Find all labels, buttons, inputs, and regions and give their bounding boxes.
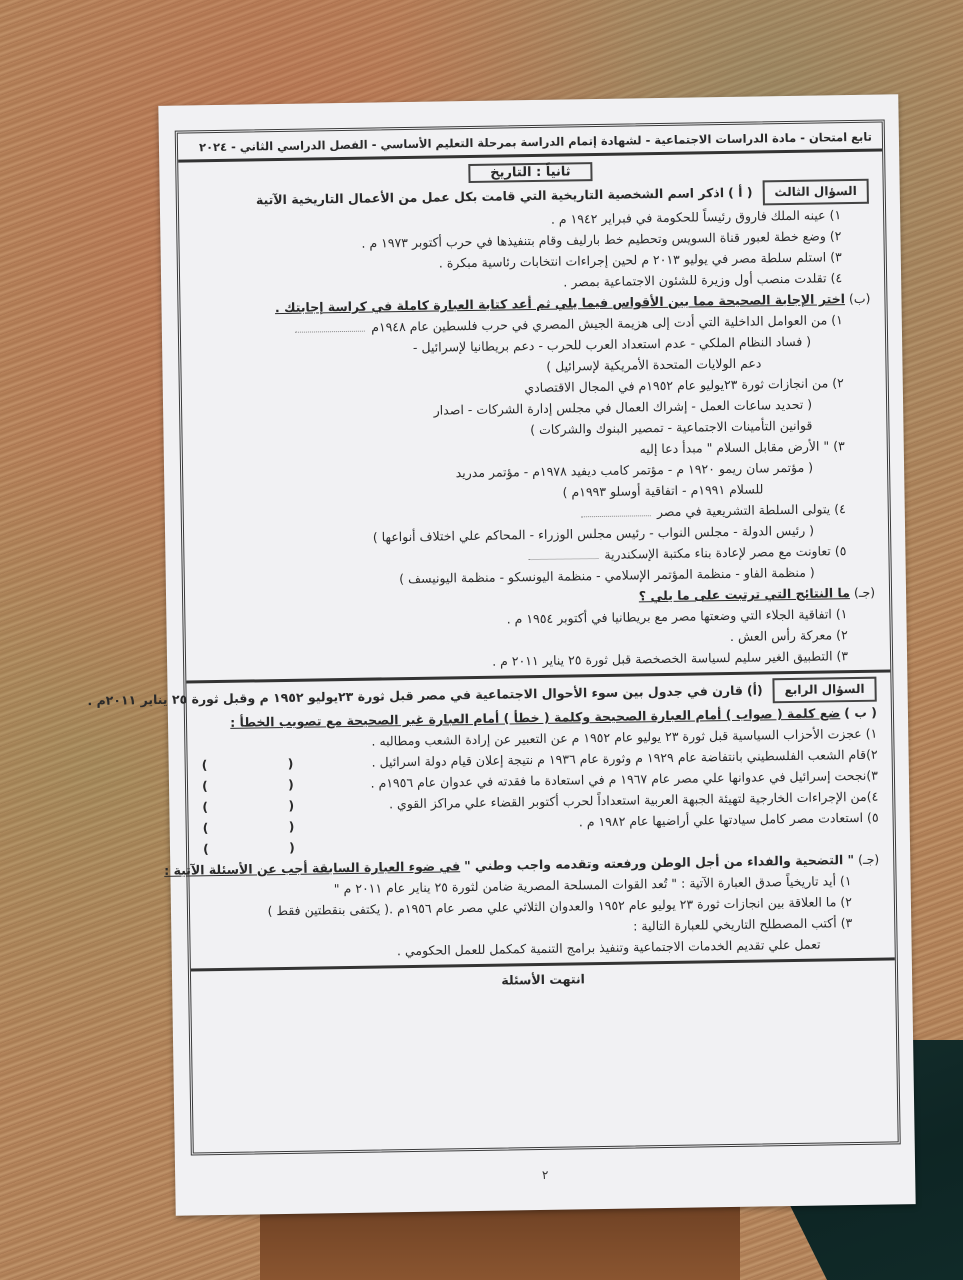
q3-a-prompt: اذكر اسم الشخصية التاريخية التي قامت بكل عمل من الأعمال التاريخية الآتية	[255, 185, 725, 208]
q3-b-item-2-opt-2: قوانين التأمينات الاجتماعية - تمصير البنوك والشركات )	[530, 417, 813, 438]
stem-text: ٤) يتولى السلطة التشريعية في مصر	[656, 501, 846, 520]
q3-b-item-3-stem: ٣) " الأرض مقابل السلام " مبدأ دعا إليه	[639, 438, 845, 457]
q3-b-item-5-opt-1: ( منظمة الفاو - منظمة المؤتمر الإسلامي - منظمة اليونسكو - منظمة اليونيسف )	[399, 564, 815, 587]
q3-b-prompt: اختر الإجابة الصحيحة مما بين الأقواس فيما يلي ثم أعد كتابة العبارة كاملة في كراسة إجابتك .	[274, 291, 846, 316]
q3-label: السؤال الثالث	[762, 179, 869, 206]
q4-c-item-3: ٣) أكتب المصطلح التاريخي للعبارة التالية :	[633, 915, 853, 934]
q3-a-item-2: ٢) وضع خطة لعبور قناة السويس وتحطيم خط بارليف وقام بتنفيذها في حرب أكتوبر ١٩٧٣ م .	[361, 228, 842, 251]
answer-box: ( )	[202, 839, 333, 857]
statement-text: ٢)قام الشعب الفلسطيني بانتفاضة عام ١٩٢٩ م وثورة عام ١٩٣٦ م نتيجة إعلان قيام دولة اسرائيل .	[371, 746, 878, 770]
q4-c-item-2: ٢) ما العلاقة بين انجازات ثورة ٢٣ يوليو عام ١٩٥٢ والعدوان الثلاثي علي مصر عام ١٩٥٦م .( يكتفى بنقطتين فقط )	[267, 894, 853, 919]
statement-text: ٣)نجحت إسرائيل في عدوانها علي مصر عام ١٩٦٧ م في استعادة ما فقدته في عدوان عام ١٩٥٦م .	[370, 767, 879, 791]
q3-a-item-3: ٣) استلم سلطة مصر في يوليو ٢٠١٣ م لحين إجراءات انتخابات رئاسية مبكرة .	[438, 249, 842, 271]
page-number: ٢	[541, 1167, 549, 1182]
stem-text: ١) من العوامل الداخلية التي أدت إلى هزيمة الجيش المصري في حرب فلسطين عام ١٩٤٨م	[371, 312, 843, 335]
statement-text: ٥) استعادت مصر كامل سيادتها علي أراضيها عام ١٩٨٢ م .	[578, 809, 879, 830]
q4-b-prompt: ضع كلمة ( صواب ) أمام العبارة الصحيحة وكلمة ( خطأ ) أمام العبارة غير الصحيحة مع تصويب الخطأ :	[230, 705, 841, 730]
answer-box: ( )	[202, 797, 333, 815]
q3-b-item-1-opt-1: ( فساد النظام الملكي - عدم استعداد العرب للحرب - دعم بريطانيا لإسرائيل -	[412, 333, 812, 355]
q3-c-prefix: (جـ)	[853, 584, 876, 601]
q3-a-item-1: ١) عينه الملك فاروق رئيساً للحكومة في فبراير ١٩٤٢ م .	[550, 207, 842, 227]
stem-text: ٥) تعاونت مع مصر لإعادة بناء مكتبة الإسكندرية	[604, 543, 847, 562]
q4-a-prefix: (أ)	[746, 682, 763, 698]
q3-a-prefix: ( أ )	[727, 184, 753, 200]
q3-b-item-3-opt-2: للسلام ١٩٩١م - اتفاقية أوسلو ١٩٩٣م )	[562, 481, 764, 500]
q4-c-quote: " التضحية والفداء من أجل الوطن ورفعته وتقدمه واجب وطني "	[464, 852, 855, 874]
answer-blank	[581, 515, 651, 517]
q3-b-prefix: (ب)	[848, 290, 871, 307]
q3-b-item-2-stem: ٢) من انجازات ثورة ٢٣يوليو عام ١٩٥٢م في المجال الاقتصادي	[524, 375, 844, 396]
section-title: ثانياً : التاريخ	[468, 162, 593, 183]
q4-b-prefix: ( ب )	[844, 704, 878, 721]
q4-c-term-line: تعمل علي تقديم الخدمات الاجتماعية وتنفيذ برامج التنمية كمكمل للعمل الحكومي .	[396, 936, 821, 959]
answer-box: ( )	[201, 776, 332, 794]
q3-c-prompt: ما النتائج التي ترتبت على ما يلي ؟	[638, 585, 851, 604]
end-of-questions: انتهت الأسئلة	[501, 971, 586, 988]
q3-c-item-3: ٣) التطبيق الغير سليم لسياسة الخصخصة قبل ثورة ٢٥ يناير ٢٠١١ م .	[492, 648, 849, 669]
answer-blank	[295, 331, 365, 333]
exam-header: تابع امتحان - مادة الدراسات الاجتماعية - لشهادة إتمام الدراسة بمرحلة التعليم الأساسي - الفصل الدراسي الثاني - ٢٠٢٤	[178, 129, 882, 163]
q4-c-item-1: ١) أيد تاريخياً صدق العبارة الآتية : " تُعد القوات المسلحة المصرية ضامن لثورة ٢٥ يناير عام ٢٠١١ م "	[333, 873, 852, 897]
q3-b-item-3-opt-1: ( مؤتمر سان ريمو ١٩٢٠ م - مؤتمر كامب ديفيد ١٩٧٨م - مؤتمر مدريد	[455, 459, 814, 481]
q3-c-item-1: ١) اتفاقية الجلاء التي وضعتها مصر مع بريطانيا في أكتوبر ١٩٥٤ م .	[506, 606, 848, 627]
exam-paper	[87, 94, 915, 1215]
statement-text: ١) عجزت الأحزاب السياسية قبل ثورة ٢٣ يوليو عام ١٩٥٢ م عن التعبير عن إرادة الشعب ومطالبه .	[371, 725, 878, 749]
q3-b-item-4-opt-1: ( رئيس الدولة - مجلس النواب - رئيس مجلس الوزراء - المحاكم علي اختلاف أنواعها )	[372, 522, 815, 545]
answer-box: ( )	[202, 818, 333, 836]
answer-box: ( )	[201, 755, 332, 773]
q3-b-item-1-opt-2: دعم الولايات المتحدة الأمريكية لإسرائيل )	[546, 355, 762, 374]
exam-frame	[87, 119, 901, 1155]
q3-b-item-2-opt-1: ( تحديد ساعات العمل - إشراك العمال في مجلس إدارة الشركات - اصدار	[433, 396, 813, 418]
q3-c-item-2: ٢) معركة رأس العش .	[729, 627, 848, 644]
q4-c-prompt: في ضوء العبارة السابقة أجب عن الأسئلة الآتية :	[164, 858, 461, 878]
q4-c-prefix: (جـ)	[857, 851, 880, 867]
q4-label: السؤال الرابع	[772, 677, 876, 704]
q4-a-prompt: قارن في جدول بين سوء الأحوال الاجتماعية في مصر قبل ثورة ٢٣يوليو ١٩٥٢ م وقبل ثورة ٢٥ يناير ٢٠١١م .	[87, 682, 744, 709]
q3-a-item-4: ٤) تقلدت منصب أول وزيرة للشئون الاجتماعية بمصر .	[563, 270, 843, 290]
statement-text: ٤)من الإجراءات الخارجية لتهيئة الجبهة العربية استعداداً لحرب أكتوبر القضاء علي مراكز القوي .	[388, 788, 879, 812]
answer-blank	[528, 558, 598, 560]
